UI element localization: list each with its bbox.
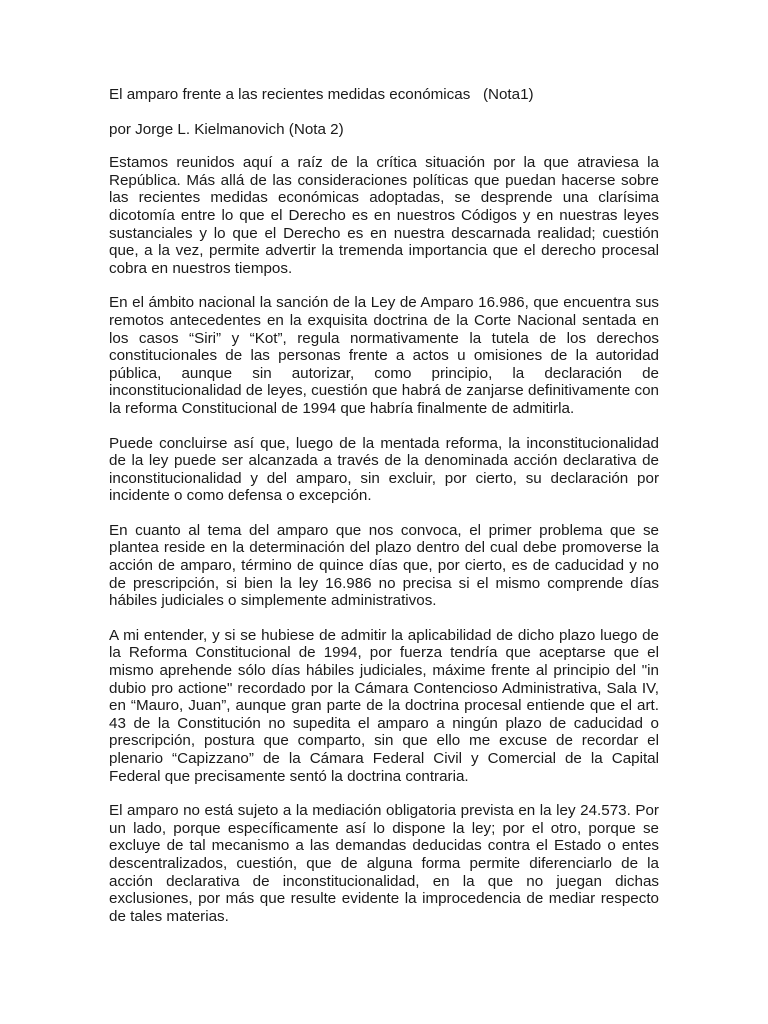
document-author: por Jorge L. Kielmanovich (Nota 2) [109,120,344,138]
paragraph: Puede concluirse así que, luego de la mentada reforma, la inconstitucionalidad de la ley puede ser alcanzada a través de la denominada acción declarativa de inconstitucionalidad y del amparo, sin excluir, por cierto, su declaración por incidente o como defensa o excepción. [109,434,659,505]
paragraph: En el ámbito nacional la sanción de la Ley de Amparo 16.986, que encuentra sus remotos antecedentes en la exquisita doctrina de la Corte Nacional sentada en los casos “Siri” y “Kot”, regula normativamente la tutela de los derechos constitucionales de las personas frente a actos u omisiones de la autoridad pública, aunque sin autorizar, como principio, la declaración de inconstitucionalidad de leyes, cuestión que habrá de zanjarse definitivamente con la reforma Constitucional de 1994 que habría finalmente de admitirla. [109,294,659,417]
paragraph: En cuanto al tema del amparo que nos convoca, el primer problema que se plantea reside en la determinación del plazo dentro del cual debe promoverse la acción de amparo, término de quince días que, por cierto, es de caducidad y no de prescripción, si bien la ley 16.986 no precisa si el mismo comprende días hábiles judiciales o simplemente administrativos. [109,521,659,610]
paragraph: El amparo no está sujeto a la mediación obligatoria prevista en la ley 24.573. Por un lado, porque específicamente así lo dispone la ley; por el otro, porque se excluye de tal mecanismo a las demandas deducidas contra el Estado o entes descentralizados, cuestión, que de alguna forma permite diferenciarlo de la acción declarativa de inconstitucionalidad, en la que no juegan dichas exclusiones, por más que resulte evidente la improcedencia de mediar respecto de tales materias. [109,802,659,925]
paragraph: A mi entender, y si se hubiese de admitir la aplicabilidad de dicho plazo luego de la Reforma Constitucional de 1994, por fuerza tendría que aceptarse que el mismo aprehende sólo días hábiles judiciales, máxime frente al principio del "in dubio pro actione" recordado por la Cámara Contencioso Administrativa, Sala IV, en “Mauro, Juan”, aunque gran parte de la doctrina procesal entiende que el art. 43 de la Constitución no supedita el amparo a ningún plazo de caducidad o prescripción, postura que comparto, sin que ello me excuse de recordar el plenario “Capizzano” de la Cámara Federal Civil y Comercial de la Capital Federal que precisamente sentó la doctrina contraria. [109,626,659,785]
document-title: El amparo frente a las recientes medidas económicas (Nota1) [109,86,534,103]
document-body [109,86,659,942]
paragraph: Estamos reunidos aquí a raíz de la crítica situación por la que atraviesa la República. Más allá de las consideraciones políticas que puedan hacerse sobre las recientes medidas económicas adoptadas, se desprende una clarísima dicotomía entre lo que el Derecho es en nuestros Códigos y en nuestras leyes sustanciales y lo que el Derecho es en nuestra descarnada realidad; cuestión que, a la vez, permite advertir la tremenda importancia que el derecho procesal cobra en nuestros tiempos. [109,154,659,277]
